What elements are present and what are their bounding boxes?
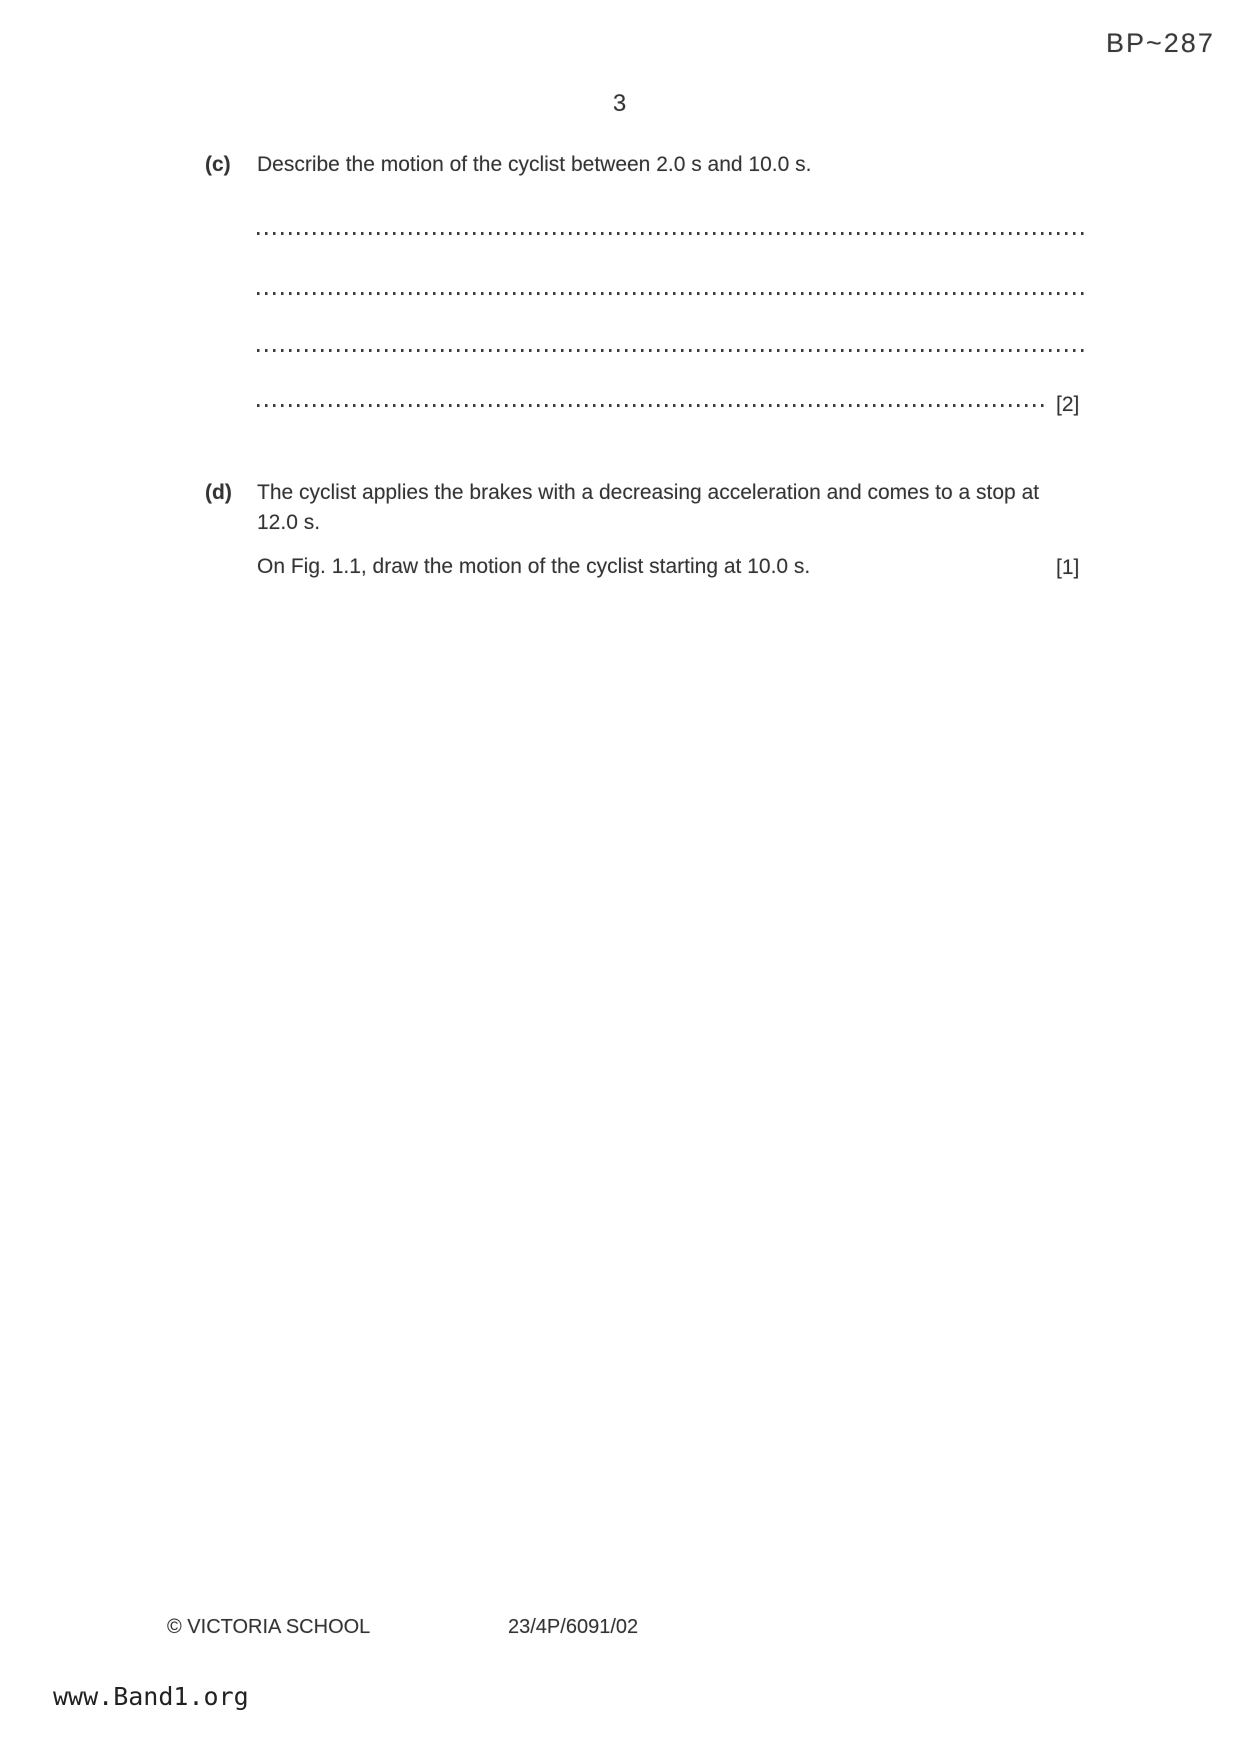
question-d-prompt-line-2: 12.0 s.	[257, 511, 321, 534]
question-d-instruction: On Fig. 1.1, draw the motion of the cyclist starting at 10.0 s.	[257, 555, 811, 578]
watermark-url: www.Band1.org	[53, 1682, 249, 1711]
page-number: 3	[612, 90, 627, 117]
footer-copyright: © VICTORIA SCHOOL	[167, 1616, 371, 1638]
footer-paper-code: 23/4P/6091/02	[508, 1616, 639, 1638]
question-d-label: (d)	[205, 481, 232, 504]
answer-line-2	[257, 292, 1087, 295]
question-c-label: (c)	[205, 153, 231, 176]
question-d-prompt-line-1: The cyclist applies the brakes with a decreasing acceleration and comes to a stop at	[257, 481, 1040, 504]
answer-line-1	[257, 232, 1087, 235]
question-d-marks: [1]	[1056, 556, 1080, 579]
answer-line-4	[257, 404, 1047, 407]
answer-line-3	[257, 349, 1085, 352]
booklet-code: BP~287	[1106, 28, 1215, 58]
question-c-marks: [2]	[1056, 393, 1080, 416]
question-c-prompt: Describe the motion of the cyclist between 2.0 s and 10.0 s.	[257, 153, 812, 176]
